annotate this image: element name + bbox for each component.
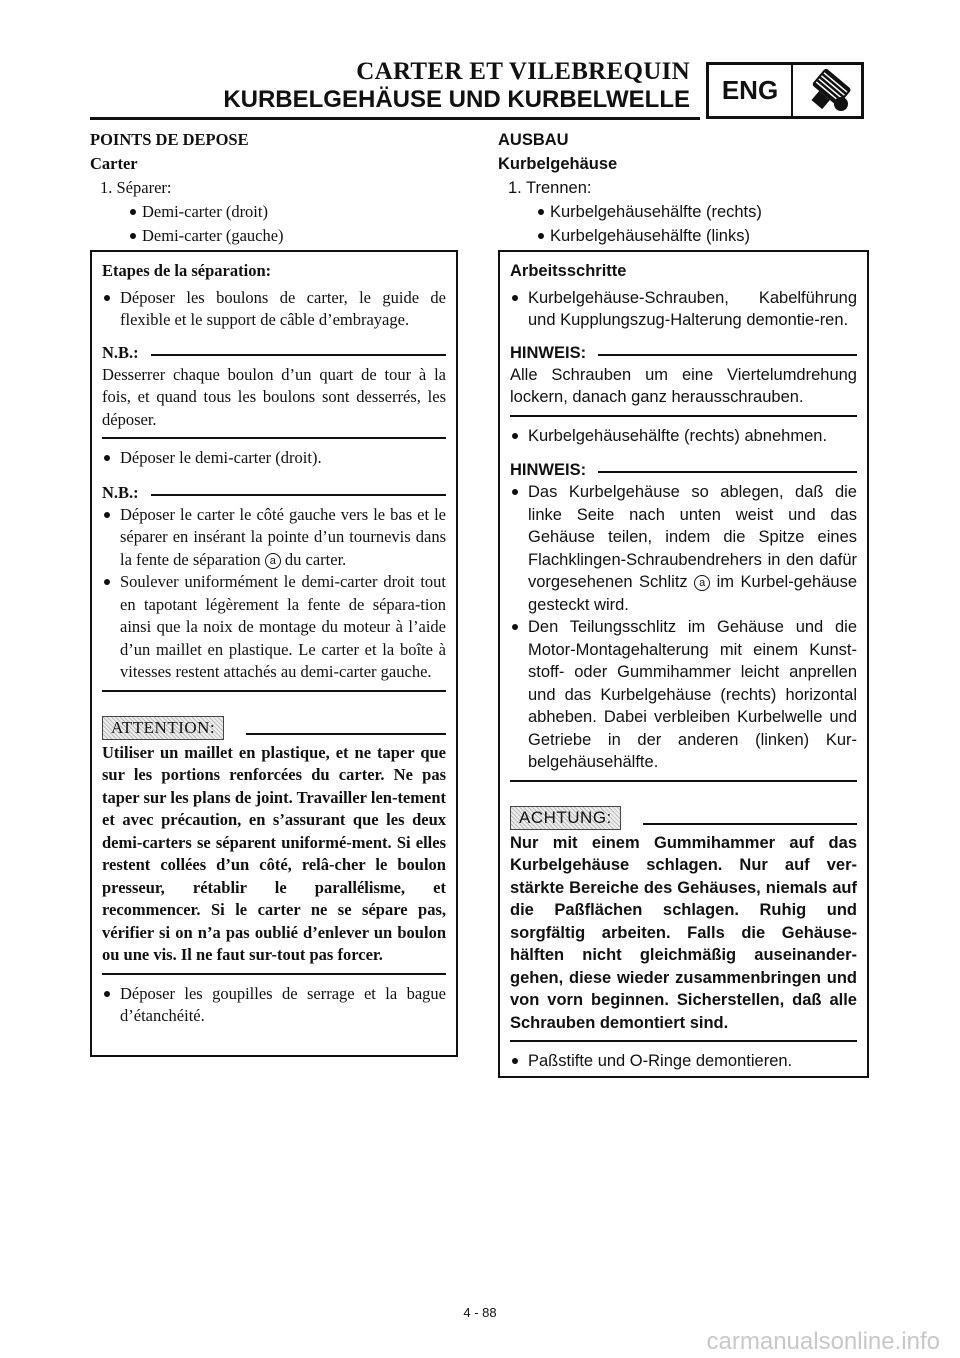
bullet-icon (104, 579, 110, 585)
fr-step-bullet: Déposer les boulons de carter, le guide de flexible et le support de câble d’embrayage. (102, 287, 446, 332)
divider (510, 415, 857, 417)
callout-marker: a (694, 575, 710, 591)
bullet-icon (130, 233, 136, 239)
fr-step-bullet: Déposer les goupilles de serrage et la bague d’étanchéité. (102, 983, 446, 1028)
fr-item: Demi-carter (droit) (90, 200, 462, 224)
fr-note-bullet: Déposer le carter le côté gauche vers le bas et le séparer en insérant la pointe d’un tournevis dans la fente de séparation a du carter. (102, 504, 446, 572)
fr-step: 1. Séparer: (100, 178, 172, 197)
de-step-bullet: Kurbelgehäusehälfte (rechts) abnehmen. (510, 425, 857, 448)
callout-marker: a (265, 553, 281, 569)
fr-intro (90, 128, 462, 248)
divider (510, 1040, 857, 1042)
fr-step-bullet: Déposer le demi-carter (droit). (102, 447, 446, 470)
fr-attention-text: Utiliser un maillet en plastique, et ne taper que sur les portions renforcées du carter. Ne pas taper sur les plans de joint. Travailler len-tement et avec précaution, en s’assurant que les deux demi-carters se séparent uniformé-ment. Si elles restent collées d’un côté, relâ-cher le boulon presseur, rétablir le parallélisme, et recommencer. Si le carter ne se sépare pas, vérifier si on n’a pas oublié d’enlever un boulon ou une vis. Il ne faut sur-tout pas forcer. (102, 742, 446, 964)
de-section-title: AUSBAU (498, 131, 569, 149)
de-attention-text: Nur mit einem Gummihammer auf das Kurbelgehäuse schlagen. Nur auf ver-stärkte Bereiche des Gehäuses, niemals auf die Paßflächen schlagen. Ruhig und sorgfältig arbeiten. Falls die Gehäuse-hälften nicht gleichmäßig auseinander-gehen, diese wieder zusammenbringen und von vorn beginnen. Sicherstellen, daß alle Schrauben demontiert sind. (510, 833, 857, 1032)
bullet-icon (104, 295, 110, 301)
de-step: 1. Trennen: (508, 179, 592, 197)
attention-label: ATTENTION: (102, 716, 224, 740)
eng-badge (706, 62, 864, 119)
fr-procedure-box (90, 250, 458, 1057)
de-note-bullet: Das Kurbelgehäuse so ablegen, daß die linke Seite nach unten weist und das Gehäuse teilen, indem die Spitze eines Flachklingen-Schraubendrehers in den dafür vorgesehenen Schlitz a im Kurbel-gehäuse gesteckt wird. (510, 481, 857, 616)
attention-label: ACHTUNG: (510, 806, 621, 830)
de-item: Kurbelgehäusehälfte (links) (498, 224, 870, 248)
de-subsection-title: Kurbelgehäuse (498, 155, 618, 173)
fr-note-heading: N.B.: (102, 342, 446, 364)
bullet-icon (538, 209, 544, 215)
de-note-bullet: Den Teilungsschlitz im Gehäuse und die Motor-Montagehalterung mit einem Kunst-stoff- oder Gummihammer leicht anprellen und das Kurbelgehäuse (rechts) horizontal abheben. Dabei verbleiben Kurbelwelle und Getriebe in der anderen (linken) Kur-belgehäusehälfte. (510, 616, 857, 774)
divider (510, 780, 857, 782)
fr-attention-heading (102, 716, 446, 740)
fr-item: Demi-carter (gauche) (90, 224, 462, 248)
de-note-heading: HINWEIS: (510, 342, 857, 364)
header-rule (90, 117, 700, 120)
divider (102, 690, 446, 692)
de-procedure-box (498, 250, 869, 1078)
de-note-heading: HINWEIS: (510, 459, 857, 481)
divider (102, 973, 446, 975)
fr-box-title: Etapes de la séparation: (102, 261, 272, 280)
fr-subsection-title: Carter (90, 154, 138, 173)
bullet-icon (512, 1058, 518, 1064)
fr-note-heading: N.B.: (102, 482, 446, 504)
de-box-title: Arbeitsschritte (510, 262, 627, 280)
page-number: 4 - 88 (463, 1305, 497, 1320)
header-title-fr: CARTER ET VILEBREQUIN (356, 58, 690, 85)
fr-section-title: POINTS DE DEPOSE (90, 130, 249, 149)
de-step-bullet: Kurbelgehäuse-Schrauben, Kabelführung und Kupplungszug-Halterung demontie-ren. (510, 287, 857, 332)
de-attention-heading (510, 806, 857, 830)
fr-note-bullet: Soulever uniformément le demi-carter droit tout en tapotant légèrement la fente de sépara-tion ainsi que la noix de montage du moteur à l’aide d’un maillet en plastique. Le carter et la boîte à vitesses restent attachés au demi-carter gauche. (102, 571, 446, 684)
eng-label: ENG (709, 65, 793, 116)
de-item: Kurbelgehäusehälfte (rechts) (498, 200, 870, 224)
de-intro (498, 128, 870, 248)
bullet-icon (104, 512, 110, 518)
bullet-icon (130, 209, 136, 215)
engine-cylinder-icon (793, 65, 861, 116)
bullet-icon (538, 233, 544, 239)
bullet-icon (104, 455, 110, 461)
de-note-text: Alle Schrauben um eine Viertelumdrehung lockern, danach ganz herausschrauben. (510, 365, 857, 406)
bullet-icon (512, 295, 518, 301)
bullet-icon (512, 433, 518, 439)
de-step-bullet: Paßstifte und O-Ringe demontieren. (510, 1050, 857, 1073)
watermark: carmanualsonline.info (706, 1328, 940, 1355)
bullet-icon (512, 489, 518, 495)
fr-note-text: Desserrer chaque boulon d’un quart de tour à la fois, et quand tous les boulons sont desserrés, les déposer. (102, 364, 446, 429)
bullet-icon (104, 991, 110, 997)
divider (102, 437, 446, 439)
bullet-icon (512, 624, 518, 630)
header-title-de: KURBELGEHÄUSE UND KURBELWELLE (223, 86, 690, 113)
